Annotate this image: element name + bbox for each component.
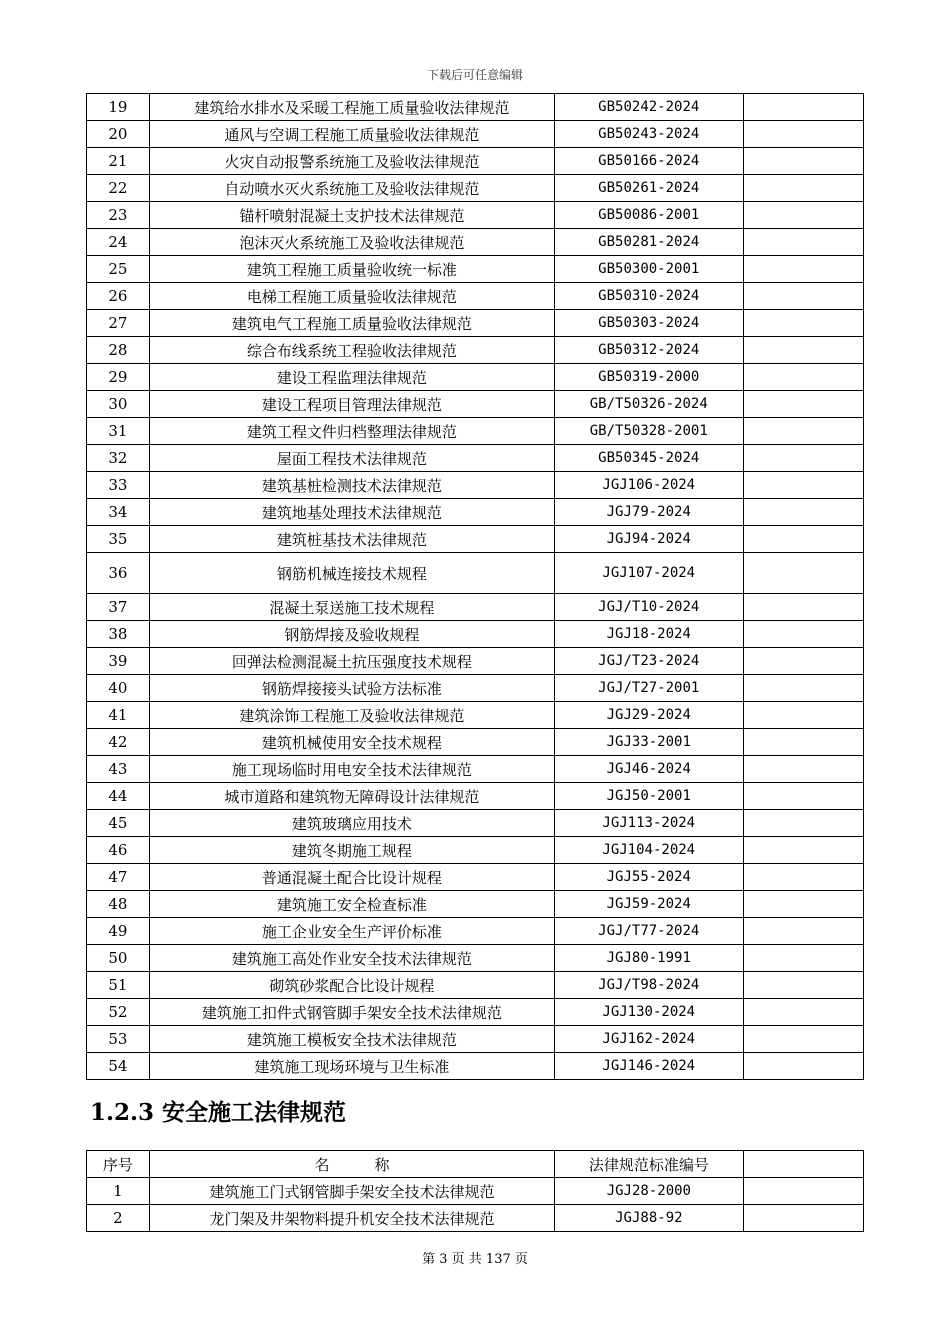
cell-note (743, 594, 863, 621)
cell-note (743, 945, 863, 972)
safety-standards-table (86, 1150, 864, 1232)
cell-no: 38 (87, 621, 150, 648)
cell-note (743, 229, 863, 256)
cell-name: 龙门架及井架物料提升机安全技术法律规范 (149, 1205, 554, 1232)
cell-no: 39 (87, 648, 150, 675)
header-no: 序号 (87, 1151, 150, 1178)
cell-code: GB50300-2001 (555, 256, 744, 283)
table-row (87, 783, 864, 810)
table-row (87, 445, 864, 472)
cell-no: 26 (87, 283, 150, 310)
standards-table-body (87, 94, 864, 1080)
cell-code: GB50310-2024 (555, 283, 744, 310)
table-row (87, 553, 864, 594)
cell-no: 31 (87, 418, 150, 445)
cell-name: 建筑工程施工质量验收统一标准 (149, 256, 554, 283)
table-row (87, 864, 864, 891)
cell-note (743, 810, 863, 837)
table-row (87, 391, 864, 418)
cell-note (743, 972, 863, 999)
cell-name: 自动喷水灭火系统施工及验收法律规范 (149, 175, 554, 202)
cell-no: 49 (87, 918, 150, 945)
cell-code: JGJ113-2024 (555, 810, 744, 837)
cell-code: JGJ59-2024 (555, 891, 744, 918)
cell-name: 施工企业安全生产评价标准 (149, 918, 554, 945)
cell-name: 建筑施工门式钢管脚手架安全技术法律规范 (149, 1178, 554, 1205)
cell-code: GB50086-2001 (555, 202, 744, 229)
cell-code: GB50261-2024 (555, 175, 744, 202)
cell-note (743, 499, 863, 526)
cell-note (743, 553, 863, 594)
table-row (87, 675, 864, 702)
cell-no: 52 (87, 999, 150, 1026)
table-row (87, 837, 864, 864)
safety-standards-table-body (87, 1178, 864, 1232)
cell-note (743, 837, 863, 864)
cell-code: JGJ28-2000 (555, 1178, 743, 1205)
cell-note (743, 702, 863, 729)
cell-code: JGJ104-2024 (555, 837, 744, 864)
cell-no: 40 (87, 675, 150, 702)
section-title: 1.2.3 安全施工法律规范 (90, 1099, 347, 1126)
cell-no: 20 (87, 121, 150, 148)
cell-code: JGJ94-2024 (555, 526, 744, 553)
cell-no: 42 (87, 729, 150, 756)
cell-no: 47 (87, 864, 150, 891)
cell-code: JGJ/T23-2024 (555, 648, 744, 675)
cell-note (743, 526, 863, 553)
cell-name: 钢筋机械连接技术规程 (149, 553, 554, 594)
table-row (87, 256, 864, 283)
cell-name: 通风与空调工程施工质量验收法律规范 (149, 121, 554, 148)
table-row (87, 499, 864, 526)
page-header: 下载后可任意编辑 (426, 68, 523, 82)
cell-name: 建筑施工高处作业安全技术法律规范 (149, 945, 554, 972)
cell-code: JGJ162-2024 (555, 1026, 744, 1053)
cell-note (743, 729, 863, 756)
table-row (87, 891, 864, 918)
cell-no: 50 (87, 945, 150, 972)
cell-code: JGJ79-2024 (555, 499, 744, 526)
cell-no: 35 (87, 526, 150, 553)
cell-no: 2 (87, 1205, 150, 1232)
cell-name: 回弹法检测混凝土抗压强度技术规程 (149, 648, 554, 675)
cell-code: GB/T50328-2001 (555, 418, 744, 445)
cell-name: 建筑施工扣件式钢管脚手架安全技术法律规范 (149, 999, 554, 1026)
cell-note (743, 337, 863, 364)
cell-no: 54 (87, 1053, 150, 1080)
header-name: 名 称 (149, 1151, 554, 1178)
cell-name: 钢筋焊接及验收规程 (149, 621, 554, 648)
cell-note (743, 621, 863, 648)
table-row (87, 648, 864, 675)
cell-note (743, 891, 863, 918)
table-row (87, 1026, 864, 1053)
table-row (87, 175, 864, 202)
cell-code: JGJ80-1991 (555, 945, 744, 972)
cell-no: 22 (87, 175, 150, 202)
cell-code: JGJ88-92 (555, 1205, 743, 1232)
cell-note (743, 1205, 863, 1232)
cell-note (743, 648, 863, 675)
cell-no: 23 (87, 202, 150, 229)
cell-note (743, 445, 863, 472)
cell-code: GB50345-2024 (555, 445, 744, 472)
page-footer: 第 3 页 共 137 页 (422, 1252, 528, 1267)
cell-code: JGJ55-2024 (555, 864, 744, 891)
cell-note (743, 391, 863, 418)
cell-no: 41 (87, 702, 150, 729)
cell-code: GB/T50326-2024 (555, 391, 744, 418)
cell-note (743, 756, 863, 783)
cell-note (743, 783, 863, 810)
cell-no: 34 (87, 499, 150, 526)
cell-note (743, 1053, 863, 1080)
cell-name: 建筑冬期施工规程 (149, 837, 554, 864)
standards-table (86, 93, 864, 1080)
cell-code: JGJ46-2024 (555, 756, 744, 783)
cell-note (743, 864, 863, 891)
cell-note (743, 1178, 863, 1205)
table-row (87, 121, 864, 148)
cell-name: 建筑电气工程施工质量验收法律规范 (149, 310, 554, 337)
table-row (87, 310, 864, 337)
cell-name: 城市道路和建筑物无障碍设计法律规范 (149, 783, 554, 810)
cell-no: 30 (87, 391, 150, 418)
cell-code: GB50281-2024 (555, 229, 744, 256)
cell-no: 37 (87, 594, 150, 621)
table-header-row (87, 1151, 864, 1178)
cell-name: 施工现场临时用电安全技术法律规范 (149, 756, 554, 783)
cell-name: 泡沫灭火系统施工及验收法律规范 (149, 229, 554, 256)
cell-name: 混凝土泵送施工技术规程 (149, 594, 554, 621)
table-row (87, 1053, 864, 1080)
table-row (87, 1205, 864, 1232)
cell-no: 28 (87, 337, 150, 364)
cell-code: GB50312-2024 (555, 337, 744, 364)
cell-no: 29 (87, 364, 150, 391)
table-row (87, 283, 864, 310)
cell-note (743, 418, 863, 445)
table-row (87, 999, 864, 1026)
cell-code: JGJ/T27-2001 (555, 675, 744, 702)
cell-note (743, 364, 863, 391)
cell-no: 21 (87, 148, 150, 175)
cell-no: 48 (87, 891, 150, 918)
table-row (87, 702, 864, 729)
cell-note (743, 175, 863, 202)
table-row (87, 472, 864, 499)
cell-no: 19 (87, 94, 150, 121)
cell-name: 普通混凝土配合比设计规程 (149, 864, 554, 891)
cell-name: 建筑桩基技术法律规范 (149, 526, 554, 553)
table-row (87, 621, 864, 648)
cell-no: 25 (87, 256, 150, 283)
cell-name: 建筑施工模板安全技术法律规范 (149, 1026, 554, 1053)
table-row (87, 229, 864, 256)
cell-no: 46 (87, 837, 150, 864)
cell-note (743, 1026, 863, 1053)
cell-no: 33 (87, 472, 150, 499)
cell-code: JGJ107-2024 (555, 553, 744, 594)
cell-name: 建筑施工现场环境与卫生标准 (149, 1053, 554, 1080)
table-row (87, 729, 864, 756)
cell-note (743, 256, 863, 283)
cell-code: JGJ146-2024 (555, 1053, 744, 1080)
cell-name: 火灾自动报警系统施工及验收法律规范 (149, 148, 554, 175)
table-row (87, 594, 864, 621)
table-row (87, 337, 864, 364)
cell-note (743, 999, 863, 1026)
cell-name: 建筑工程文件归档整理法律规范 (149, 418, 554, 445)
cell-code: JGJ/T10-2024 (555, 594, 744, 621)
cell-note (743, 148, 863, 175)
cell-code: JGJ/T98-2024 (555, 972, 744, 999)
cell-code: JGJ33-2001 (555, 729, 744, 756)
cell-note (743, 202, 863, 229)
table-row (87, 1178, 864, 1205)
table-row (87, 756, 864, 783)
cell-code: GB50303-2024 (555, 310, 744, 337)
cell-no: 51 (87, 972, 150, 999)
table-row (87, 972, 864, 999)
cell-name: 建筑给水排水及采暖工程施工质量验收法律规范 (149, 94, 554, 121)
cell-name: 屋面工程技术法律规范 (149, 445, 554, 472)
cell-code: GB50242-2024 (555, 94, 744, 121)
cell-no: 44 (87, 783, 150, 810)
cell-name: 建筑地基处理技术法律规范 (149, 499, 554, 526)
cell-name: 建筑机械使用安全技术规程 (149, 729, 554, 756)
cell-name: 建设工程监理法律规范 (149, 364, 554, 391)
cell-code: GB50319-2000 (555, 364, 744, 391)
cell-code: GB50166-2024 (555, 148, 744, 175)
cell-code: JGJ29-2024 (555, 702, 744, 729)
cell-code: JGJ130-2024 (555, 999, 744, 1026)
cell-name: 综合布线系统工程验收法律规范 (149, 337, 554, 364)
cell-no: 27 (87, 310, 150, 337)
cell-code: JGJ18-2024 (555, 621, 744, 648)
cell-note (743, 675, 863, 702)
header-note (743, 1151, 863, 1178)
table-row (87, 94, 864, 121)
cell-no: 32 (87, 445, 150, 472)
cell-note (743, 310, 863, 337)
cell-name: 建筑玻璃应用技术 (149, 810, 554, 837)
table-row (87, 945, 864, 972)
cell-name: 建筑基桩检测技术法律规范 (149, 472, 554, 499)
cell-note (743, 472, 863, 499)
cell-name: 砌筑砂浆配合比设计规程 (149, 972, 554, 999)
cell-name: 建筑涂饰工程施工及验收法律规范 (149, 702, 554, 729)
cell-no: 45 (87, 810, 150, 837)
cell-no: 43 (87, 756, 150, 783)
cell-code: JGJ/T77-2024 (555, 918, 744, 945)
table-row (87, 202, 864, 229)
cell-name: 钢筋焊接接头试验方法标准 (149, 675, 554, 702)
table-row (87, 418, 864, 445)
cell-no: 53 (87, 1026, 150, 1053)
cell-name: 建筑施工安全检查标准 (149, 891, 554, 918)
table-row (87, 526, 864, 553)
table-row (87, 810, 864, 837)
table-row (87, 148, 864, 175)
table-row (87, 364, 864, 391)
cell-note (743, 94, 863, 121)
header-code: 法律规范标准编号 (555, 1151, 743, 1178)
cell-name: 建设工程项目管理法律规范 (149, 391, 554, 418)
cell-code: JGJ50-2001 (555, 783, 744, 810)
cell-code: JGJ106-2024 (555, 472, 744, 499)
cell-no: 36 (87, 553, 150, 594)
cell-no: 1 (87, 1178, 150, 1205)
table-row (87, 918, 864, 945)
cell-code: GB50243-2024 (555, 121, 744, 148)
cell-note (743, 283, 863, 310)
cell-name: 电梯工程施工质量验收法律规范 (149, 283, 554, 310)
cell-note (743, 918, 863, 945)
cell-name: 锚杆喷射混凝土支护技术法律规范 (149, 202, 554, 229)
cell-note (743, 121, 863, 148)
cell-no: 24 (87, 229, 150, 256)
